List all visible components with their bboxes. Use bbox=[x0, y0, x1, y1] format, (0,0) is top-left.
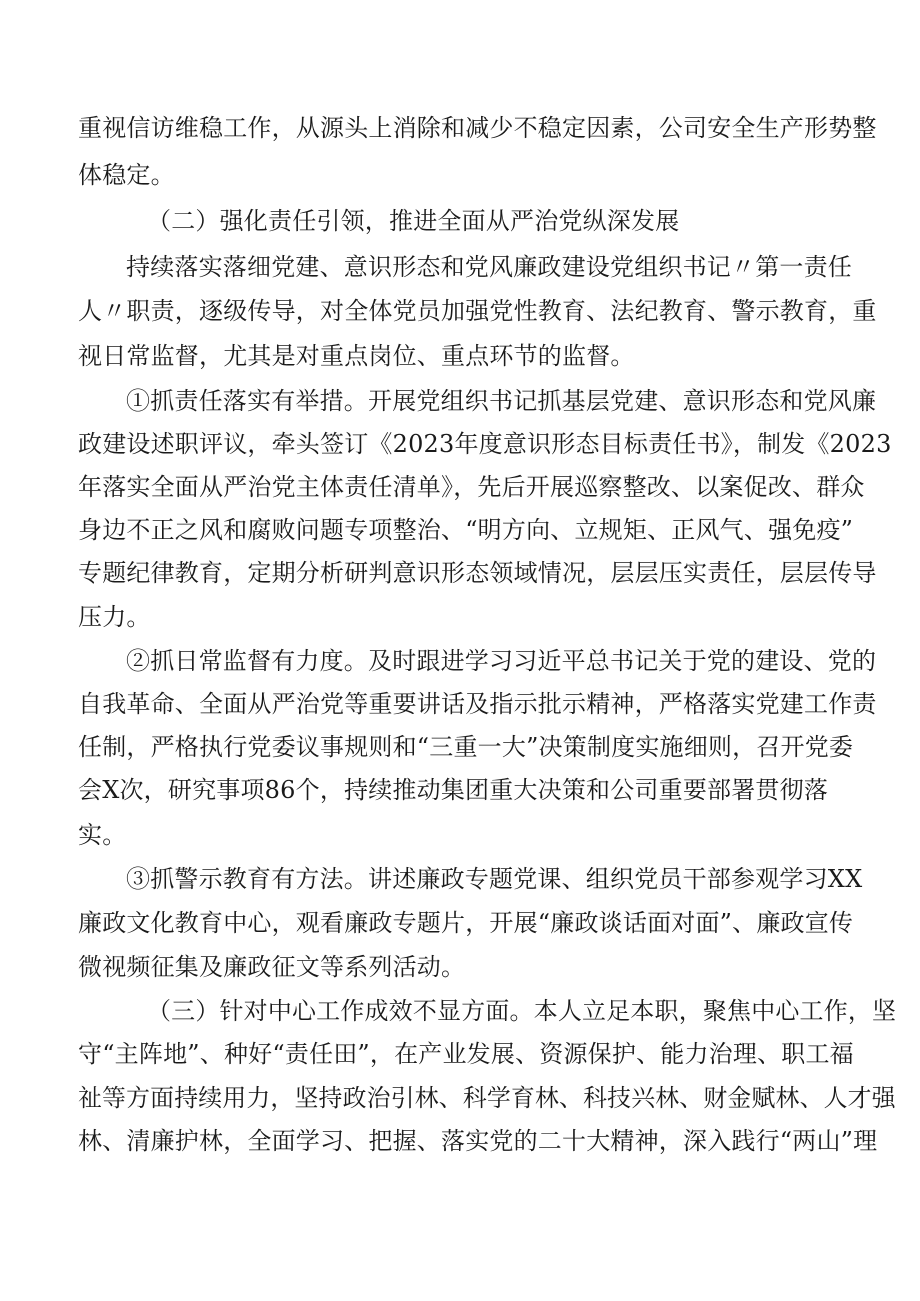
text-line: 廉政文化教育中心，观看廉政专题片，开展“廉政谈话面对面”、廉政宣传 bbox=[78, 909, 854, 937]
text-line: 视日常监督，尤其是对重点岗位、重点环节的监督。 bbox=[78, 342, 635, 370]
section-heading: （二）强化责任引领，推进全面从严治党纵深发展 bbox=[147, 207, 680, 235]
text-line: 祉等方面持续用力，坚持政治引林、科学育林、科技兴林、财金赋林、人才强 bbox=[78, 1084, 896, 1112]
text-line: 林、清廉护林，全面学习、把握、落实党的二十大精神，深入践行“两山”理 bbox=[78, 1127, 878, 1155]
text-line: 自我革命、全面从严治党等重要讲话及指示批示精神，严格落实党建工作责 bbox=[78, 690, 877, 718]
text-line: 政建设述职评议，牵头签订《2023年度意识形态目标责任书》，制发《2023 bbox=[78, 430, 892, 458]
text-line: 守“主阵地”、种好“责任田”，在产业发展、资源保护、能力治理、职工福 bbox=[78, 1040, 854, 1068]
text-line: 专题纪律教育，定期分析研判意识形态领域情况，层层压实责任，层层传导 bbox=[78, 559, 877, 587]
text-line: 身边不正之风和腐败问题专项整治、“明方向、立规矩、正风气、强免疫” bbox=[78, 516, 854, 544]
text-line: 微视频征集及廉政征文等系列活动。 bbox=[78, 953, 466, 981]
text-line: ③抓警示教育有方法。讲述廉政专题党课、组织党员干部参观学习XX bbox=[126, 865, 863, 893]
text-line: 重视信访维稳工作，从源头上消除和减少不稳定因素，公司安全生产形势整 bbox=[78, 114, 877, 142]
text-line: 会X次，研究事项86个，持续推动集团重大决策和公司重要部署贯彻落 bbox=[78, 776, 829, 804]
text-line: 实。 bbox=[78, 821, 127, 849]
text-line: ①抓责任落实有举措。开展党组织书记抓基层党建、意识形态和党风廉 bbox=[126, 387, 877, 415]
text-line: 压力。 bbox=[78, 603, 151, 631]
text-line: ②抓日常监督有力度。及时跟进学习习近平总书记关于党的建设、党的 bbox=[126, 647, 877, 675]
text-line: 持续落实落细党建、意识形态和党风廉政建设党组织书记〃第一责任 bbox=[126, 253, 852, 281]
text-line: （三）针对中心工作成效不显方面。本人立足本职，聚焦中心工作，坚 bbox=[147, 997, 897, 1025]
text-line: 体稳定。 bbox=[78, 161, 175, 189]
text-line: 年落实全面从严治党主体责任清单》，先后开展巡察整改、以案促改、群众 bbox=[78, 473, 865, 501]
text-line: 任制，严格执行党委议事规则和“三重一大”决策制度实施细则，召开党委 bbox=[78, 733, 854, 761]
text-line: 人〃职责，逐级传导，对全体党员加强党性教育、法纪教育、警示教育，重 bbox=[78, 297, 877, 325]
